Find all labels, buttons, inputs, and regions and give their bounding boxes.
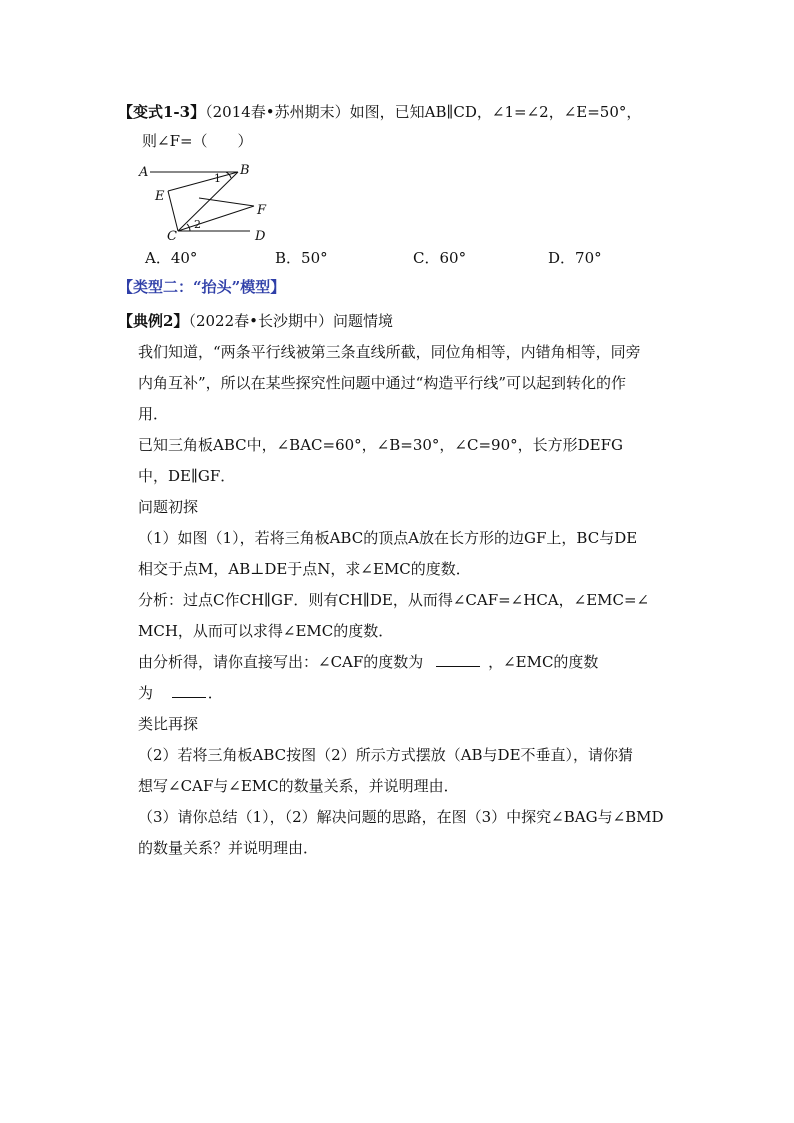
option-c: C．60° [413, 249, 467, 267]
answer-prompt-text-2: ，∠EMC的度数 [488, 653, 599, 671]
question-2-tag: 【典例2】 [118, 312, 189, 330]
sub-question-2-line-1: （2）若将三角板ABC按图（2）所示方式摆放（AB与DE不垂直），请你猜 [138, 746, 634, 764]
blank-caf[interactable] [436, 652, 480, 667]
analysis-line-1: 分析：过点C作CH∥GF．则有CH∥DE，从而得∠CAF=∠HCA，∠EMC=∠ [138, 591, 650, 609]
question-2-source: （2022春•长沙期中）问题情境 [188, 312, 393, 330]
paragraph-2-line-2: 中，DE∥GF． [138, 467, 236, 485]
answer-prompt-line-2 [138, 682, 223, 704]
label-angle-1: 1 [214, 172, 221, 185]
question-1-stem-1: （2014春•苏州期末）如图，已知AB∥CD，∠1=∠2，∠E=50°， [205, 103, 642, 121]
sub-question-2-line-2: 想写∠CAF与∠EMC的数量关系，并说明理由． [138, 777, 459, 795]
option-d: D．70° [548, 249, 602, 267]
answer-prompt-text-3: 为 [138, 684, 154, 702]
sub-question-3-line-2: 的数量关系？并说明理由． [138, 839, 319, 857]
answer-prompt-end: ． [207, 684, 223, 702]
question-1-stem-2: 则∠F=（ ） [142, 132, 253, 150]
heading-explore-1: 问题初探 [138, 498, 199, 516]
heading-explore-2: 类比再探 [138, 715, 199, 733]
label-d: D [255, 229, 266, 242]
answer-prompt-text-1: 由分析得，请你直接写出：∠CAF的度数为 [138, 653, 424, 671]
section-heading: 【类型二：“抬头”模型】 [118, 278, 286, 296]
sub-question-1-line-1: （1）如图（1），若将三角板ABC的顶点A放在长方形的边GF上，BC与DE [138, 529, 638, 547]
label-e: E [155, 189, 165, 204]
question-1-figure [138, 160, 278, 242]
label-a: A [139, 165, 149, 180]
question-1-tag: 【变式1-3】 [118, 103, 206, 121]
label-f: F [257, 203, 267, 218]
label-angle-2: 2 [194, 218, 201, 231]
analysis-line-2: MCH，从而可以求得∠EMC的度数． [138, 622, 394, 640]
blank-emc[interactable] [172, 683, 206, 698]
line-b-zig [178, 172, 238, 231]
option-a: A．40° [145, 249, 198, 267]
question-1-line-1 [118, 101, 641, 123]
paragraph-1-line-3: 用． [138, 405, 169, 423]
answer-prompt-line-1 [138, 651, 598, 673]
line-be [168, 172, 238, 191]
line-ec [168, 191, 178, 231]
sub-question-3-line-1: （3）请你总结（1），（2）解决问题的思路，在图（3）中探究∠BAG与∠BMD [138, 808, 664, 826]
sub-question-1-line-2: 相交于点M，AB⊥DE于点N，求∠EMC的度数． [138, 560, 471, 578]
paragraph-1-line-2: 内角互补”，所以在某些探究性问题中通过“构造平行线”可以起到转化的作 [138, 374, 627, 392]
paragraph-2-line-1: 已知三角板ABC中，∠BAC=60°，∠B=30°，∠C=90°，长方形DEFG [138, 436, 623, 454]
paragraph-1-line-1: 我们知道，“两条平行线被第三条直线所截，同位角相等，内错角相等，同旁 [138, 343, 641, 361]
label-b: B [240, 163, 250, 178]
question-2-header [118, 310, 393, 332]
option-b: B．50° [275, 249, 328, 267]
label-c: C [167, 229, 177, 242]
